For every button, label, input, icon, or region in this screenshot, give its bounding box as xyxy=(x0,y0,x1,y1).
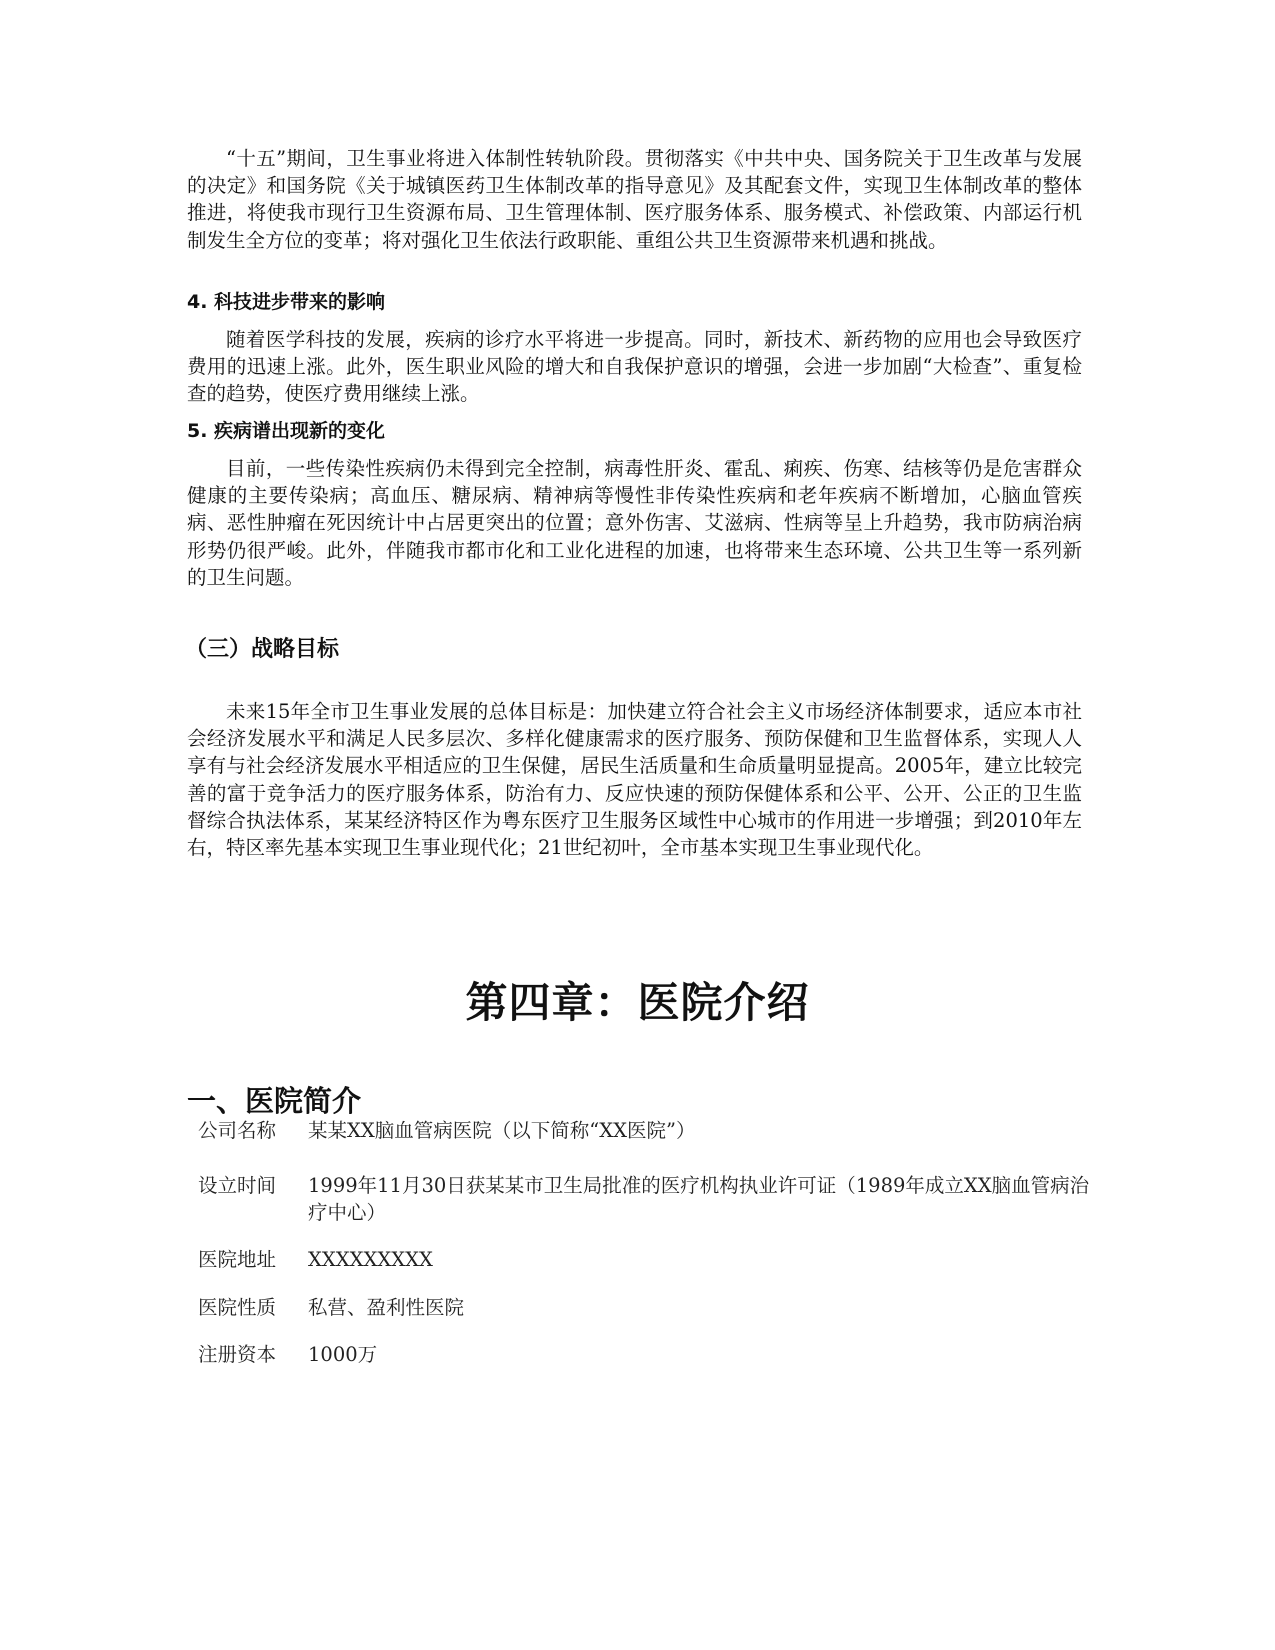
section-heading-strategic-goals: （三）战略目标 xyxy=(185,637,340,662)
info-value: 私营、盈利性医院 xyxy=(308,1296,465,1319)
info-value: XXXXXXXXX xyxy=(308,1248,433,1271)
info-value: 1999年11月30日获某某市卫生局批准的医疗机构执业许可证（1989年成立XX脑血管病治疗中心） xyxy=(308,1174,1090,1224)
subheading-disease-spectrum: 5. 疾病谱出现新的变化 xyxy=(187,420,386,442)
subheading-tech-progress: 4. 科技进步带来的影响 xyxy=(187,291,386,313)
section-title-hospital-intro: 一、医院简介 xyxy=(187,1084,362,1118)
info-value: 某某XX脑血管病医院（以下简称“XX医院”） xyxy=(308,1119,696,1142)
info-label: 设立时间 xyxy=(198,1174,277,1197)
info-label: 医院地址 xyxy=(198,1248,277,1271)
paragraph-health-reform: “十五”期间，卫生事业将进入体制性转轨阶段。贯彻落实《中共中央、国务院关于卫生改革与发展的决定》和国务院《关于城镇医药卫生体制改革的指导意见》及其配套文件，实现卫生体制改革的整体推进，将使我市现行卫生资源布局、卫生管理体制、医疗服务体系、服务模式、补偿政策、内部运行机制发生全方位的变革；将对强化卫生依法行政职能、重组公共卫生资源带来机遇和挑战。 xyxy=(187,147,1082,252)
paragraph-tech-progress: 随着医学科技的发展，疾病的诊疗水平将进一步提高。同时，新技术、新药物的应用也会导致医疗费用的迅速上涨。此外，医生职业风险的增大和自我保护意识的增强，会进一步加剧“大检查”、重复检查的趋势，使医疗费用继续上涨。 xyxy=(187,328,1082,406)
chapter-title: 第四章：医院介绍 xyxy=(465,978,810,1027)
paragraph-disease-spectrum: 目前，一些传染性疾病仍未得到完全控制，病毒性肝炎、霍乱、痢疾、伤寒、结核等仍是危害群众健康的主要传染病；高血压、糖尿病、精神病等慢性非传染性疾病和老年疾病不断增加，心脑血管疾病、恶性肿瘤在死因统计中占居更突出的位置；意外伤害、艾滋病、性病等呈上升趋势，我市防病治病形势仍很严峻。此外，伴随我市都市化和工业化进程的加速，也将带来生态环境、公共卫生等一系列新的卫生问题。 xyxy=(187,457,1082,589)
info-label: 医院性质 xyxy=(198,1296,277,1319)
info-label: 公司名称 xyxy=(198,1119,277,1142)
info-label: 注册资本 xyxy=(198,1343,277,1366)
info-value: 1000万 xyxy=(308,1343,378,1366)
paragraph-strategic-goals: 未来15年全市卫生事业发展的总体目标是：加快建立符合社会主义市场经济体制要求，适应本市社会经济发展水平和满足人民多层次、多样化健康需求的医疗服务、预防保健和卫生监督体系，实现人人享有与社会经济发展水平相适应的卫生保健，居民生活质量和生命质量明显提高。2005年，建立比较完善的富于竞争活力的医疗服务体系，防治有力、反应快速的预防保健体系和公平、公开、公正的卫生监督综合执法体系，某某经济特区作为粤东医疗卫生服务区域性中心城市的作用进一步增强；到2010年左右，特区率先基本实现卫生事业现代化；21世纪初叶，全市基本实现卫生事业现代化。 xyxy=(187,700,1082,860)
